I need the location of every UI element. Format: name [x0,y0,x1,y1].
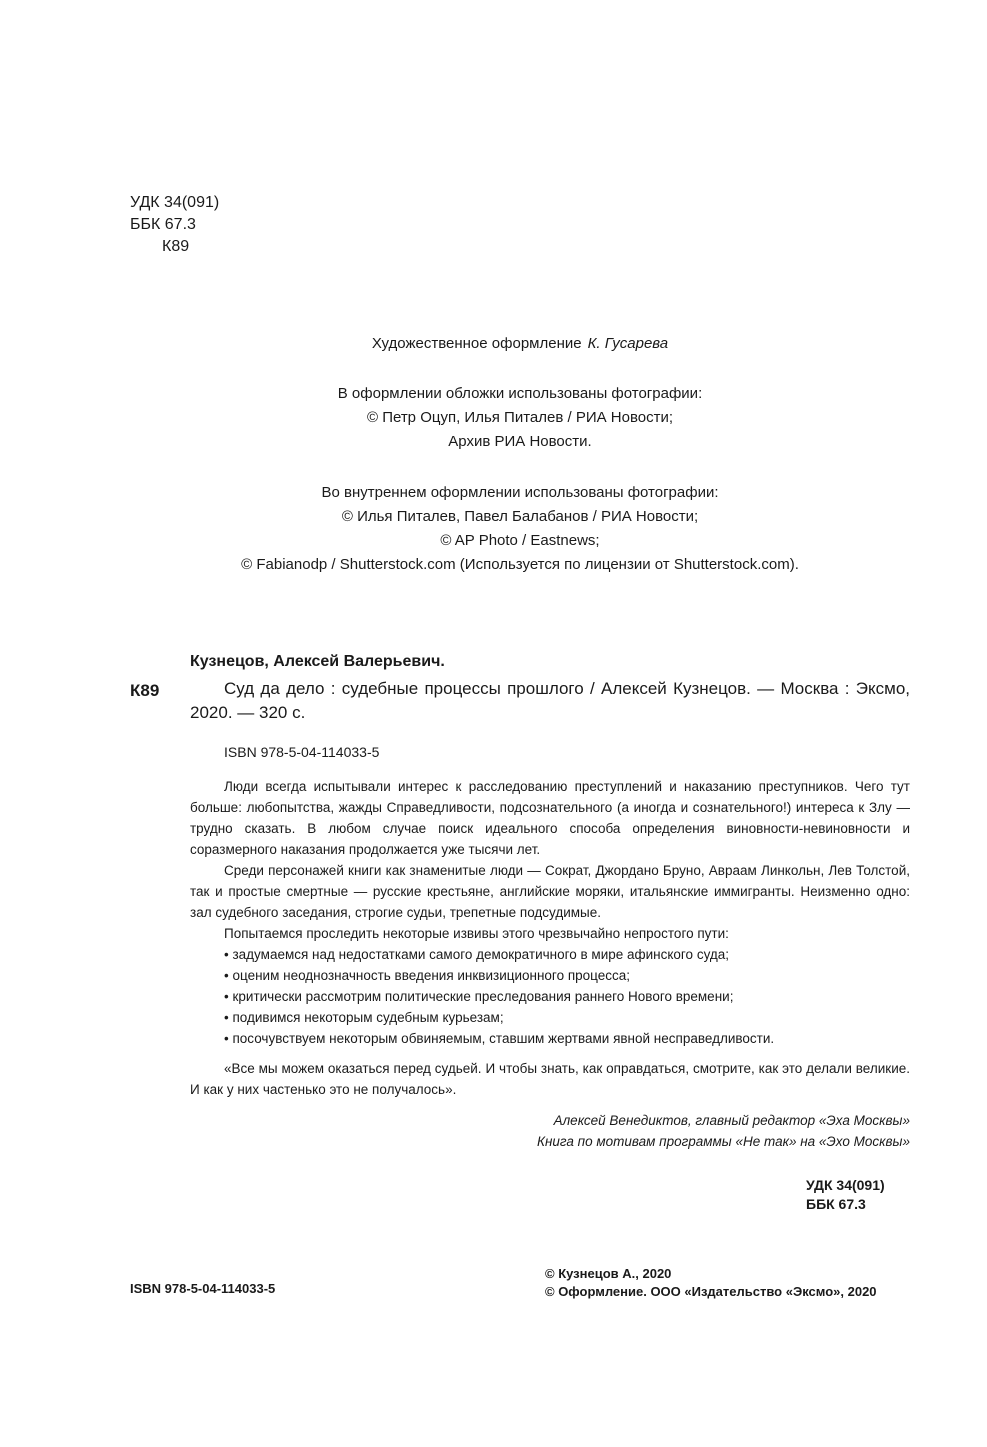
udk-code: УДК 34(091) [130,194,220,211]
list-item: • критически рассмотрим политические преследования раннего Нового времени; [224,986,910,1007]
annotation-list [190,944,910,1049]
bbk-code: ББК 67.3 [130,216,196,233]
catalog-code: К89 [130,681,160,700]
annotation-paragraph: Люди всегда испытывали интерес к расследованию преступлений и наказанию преступников. Чего тут больше: любопытства, жажды Справедливости, подсознательного (а иногда и сознательного!) интереса к Злу — трудно сказать. В любом случае поиск идеального способа определения виновности-невиновности и соразмерного наказания продолжается уже тысячи лет. [190,779,910,857]
annotation-paragraph: Среди персонажей книги как знаменитые люди — Сократ, Джордано Бруно, Авраам Линкольн, Лев Толстой, так и простые смертные — русские крестьяне, английские моряки, итальянские иммигранты. Неизменно одно: зал судебного заседания, строгие судьи, трепетные подсудимые. [190,863,910,920]
quote-source-line: Алексей Венедиктов, главный редактор «Эха Москвы» [553,1113,910,1128]
art-credit-label: Художественное оформление [371,335,582,352]
catalog-title-text: Суд да дело : судебные процессы прошлого / Алексей Кузнецов. — Москва : Эксмо, 2020. — 320 с. [190,679,910,722]
art-credit [130,332,910,356]
list-item: • посочувствуем некоторым обвиняемым, ставшим жертвами явной несправедливости. [224,1028,910,1049]
cover-credit-line: © Петр Оцуп, Илья Питалев / РИА Новости; [366,409,674,426]
author-mark: К89 [162,238,190,255]
cover-photo-credits [130,382,910,454]
catalog-author: Кузнецов, Алексей Валерьевич. [190,653,445,670]
quote [190,1058,910,1100]
inner-credit-line: Во внутреннем оформлении использованы фотографии: [321,484,719,501]
catalog-isbn: ISBN 978-5-04-114033-5 [224,744,380,760]
footer-bbk: ББК 67.3 [806,1196,866,1212]
quote-source [537,1110,910,1152]
inner-credit-line: © Fabianodp / Shutterstock.com (Используется по лицензии от Shutterstock.com). [241,556,799,573]
inner-credit-line: © Илья Питалев, Павел Балабанов / РИА Новости; [341,508,699,525]
footer-classification [806,1176,885,1214]
list-item: • задумаемся над недостатками самого демократичного в мире афинского суда; [224,944,910,965]
annotation [190,776,910,1049]
copyright-block [545,1265,877,1301]
annotation-paragraph: Попытаемся проследить некоторые извивы этого чрезвычайно непростого пути: [224,926,729,941]
catalog-title [190,677,910,725]
footer-udk: УДК 34(091) [806,1177,885,1193]
quote-source-line: Книга по мотивам программы «Не так» на «Эхо Москвы» [537,1134,910,1149]
copyright-line: © Оформление. ООО «Издательство «Эксмо», 2020 [545,1284,877,1299]
inner-photo-credits [130,481,910,577]
footer-isbn: ISBN 978-5-04-114033-5 [130,1281,276,1296]
cover-credit-line: Архив РИА Новости. [448,433,592,450]
inner-credit-line: © AP Photo / Eastnews; [440,532,600,549]
list-item: • оценим неоднозначность введения инквизиционного процесса; [224,965,910,986]
cover-credit-line: В оформлении обложки использованы фотографии: [337,385,703,402]
classification-block [130,192,219,258]
copyright-line: © Кузнецов А., 2020 [545,1266,672,1281]
list-item: • подивимся некоторым судебным курьезам; [224,1007,910,1028]
quote-text: «Все мы можем оказаться перед судьей. И чтобы знать, как оправдаться, смотрите, как это делали великие. И как у них частенько это не получалось». [190,1061,910,1097]
art-credit-name: К. Гусарева [587,335,669,352]
